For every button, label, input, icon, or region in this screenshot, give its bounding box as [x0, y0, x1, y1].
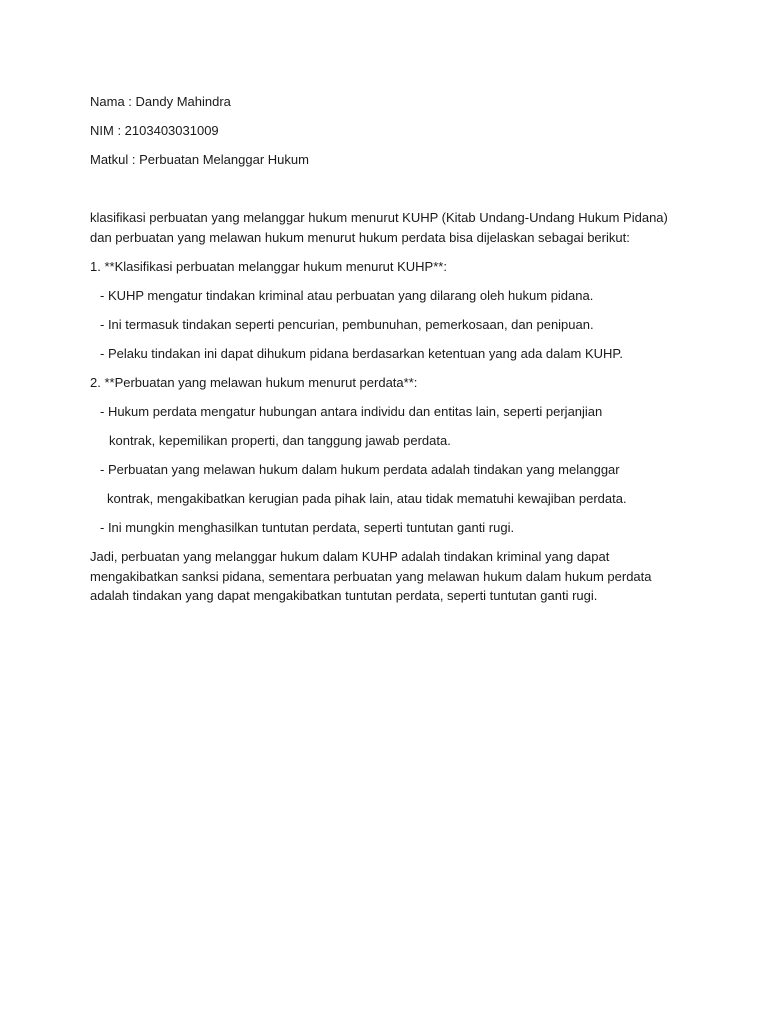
section2-bullet-2-line-1: - Perbuatan yang melawan hukum dalam hukum perdata adalah tindakan yang melanggar — [100, 462, 620, 477]
intro-paragraph: klasifikasi perbuatan yang melanggar hukum menurut KUHP (Kitab Undang-Undang Hukum Pidana) dan perbuatan yang melawan hukum menurut hukum perdata bisa dijelaskan sebagai berikut: — [90, 210, 668, 245]
section2-heading: 2. **Perbuatan yang melawan hukum menurut perdata**: — [90, 375, 418, 390]
section2-bullet-3: - Ini mungkin menghasilkan tuntutan perdata, seperti tuntutan ganti rugi. — [100, 520, 515, 535]
section2-bullet-1-line-2: kontrak, kepemilikan properti, dan tanggung jawab perdata. — [109, 433, 451, 448]
section2-bullet-1-line-1: - Hukum perdata mengatur hubungan antara individu dan entitas lain, seperti perjanjian — [100, 404, 603, 419]
section1-bullet-3: - Pelaku tindakan ini dapat dihukum pidana berdasarkan ketentuan yang ada dalam KUHP. — [100, 346, 623, 361]
student-nim: NIM : 2103403031009 — [90, 123, 219, 138]
course-name: Matkul : Perbuatan Melanggar Hukum — [90, 152, 309, 167]
section1-bullet-1: - KUHP mengatur tindakan kriminal atau perbuatan yang dilarang oleh hukum pidana. — [100, 288, 594, 303]
section1-heading: 1. **Klasifikasi perbuatan melanggar hukum menurut KUHP**: — [90, 259, 447, 274]
section1-bullet-2: - Ini termasuk tindakan seperti pencurian, pembunuhan, pemerkosaan, dan penipuan. — [100, 317, 594, 332]
student-name: Nama : Dandy Mahindra — [90, 94, 231, 109]
conclusion-paragraph: Jadi, perbuatan yang melanggar hukum dalam KUHP adalah tindakan kriminal yang dapat mengakibatkan sanksi pidana, sementara perbuatan yang melawan hukum dalam hukum perdata adalah tindakan yang dapat mengakibatkan tuntutan perdata, seperti tuntutan ganti rugi. — [90, 549, 652, 603]
section2-bullet-2-line-2: kontrak, mengakibatkan kerugian pada pihak lain, atau tidak mematuhi kewajiban perdata. — [107, 491, 627, 506]
